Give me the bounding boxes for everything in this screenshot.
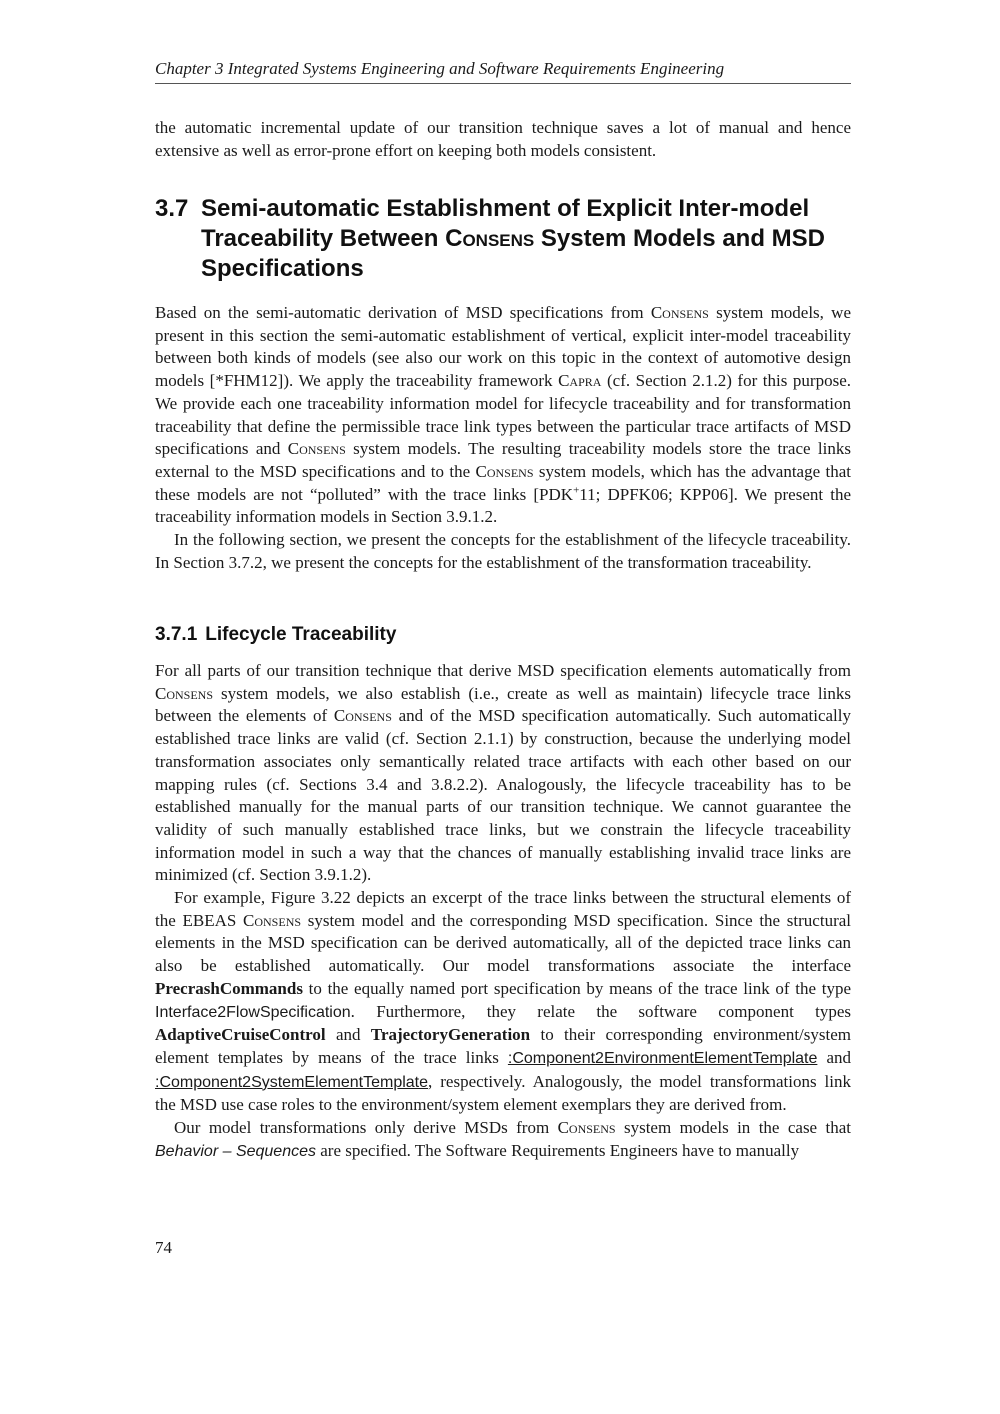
consens-term: Consens bbox=[333, 706, 392, 726]
capra-term: Capra bbox=[558, 371, 602, 391]
consens-term: Consens bbox=[557, 1118, 616, 1138]
subsection-title: Lifecycle Traceability bbox=[205, 624, 397, 645]
section-title-consens: Consens bbox=[445, 225, 535, 252]
superscript: + bbox=[573, 483, 580, 496]
consens-term: Consens bbox=[287, 439, 346, 459]
subsection-paragraph-3: Our model transformations only derive MSDs from Consens system models in the case that Behavior – Sequences are specified. The Software Requirements Engineers have to manually bbox=[155, 1118, 851, 1160]
consens-term: Consens bbox=[475, 461, 534, 481]
subsection-heading bbox=[155, 622, 851, 648]
bold-term: TrajectoryGeneration bbox=[370, 1025, 531, 1045]
consens-term: Consens bbox=[243, 910, 302, 930]
trace-link-instance: :Component2EnvironmentElementTemplate bbox=[507, 1049, 818, 1067]
section-heading bbox=[155, 194, 851, 284]
subsection-body bbox=[155, 660, 851, 1163]
italic-term: Behavior – Sequences bbox=[155, 1142, 316, 1160]
running-header: Chapter 3 Integrated Systems Engineering and Software Requirements Engineering bbox=[155, 58, 851, 84]
section-paragraph-1: Based on the semi-automatic derivation of MSD specifications from Consens system models, we present in this section the semi-automatic establishment of vertical, explicit inter-model traceability between both kinds of models (see also our work on this topic in the context of automotive design models [*FHM12]). We apply the traceability framework Capra (cf. Section 2.1.2) for this purpose. We provide each one traceability information model for lifecycle traceability and for transformation traceability that define the permissible trace link types between the particular trace artifacts of MSD specifications and Consens system models. The resulting traceability models store the trace links external to the MSD specifications and to the Consens system models, which has the advantage that these models are not “polluted” with the trace links [PDK+11; DPFK06; KPP06]. We present the traceability information models in Section 3.9.1.2. bbox=[155, 303, 852, 527]
subsection-paragraph-1: For all parts of our transition technique that derive MSD specification elements automatically from Consens system models, we also establish (i.e., create as well as maintain) lifecycle trace links between the elements of Consens and of the MSD specification automatically. Such automatically established trace links are valid (cf. Section 2.1.1) by construction, because the underlying model transformation associates only semantically related trace artifacts with each other based on our mapping rules (cf. Sections 3.4 and 3.8.2.2). Analogously, the lifecycle traceability has to be established manually for the manual parts of our transition technique. We cannot guarantee the validity of such manually established trace links, but we constrain the lifecycle traceability information model in such a way that the chances of manually establishing invalid trace links are minimized (cf. Section 3.9.1.2). bbox=[155, 661, 851, 885]
consens-term: Consens bbox=[155, 683, 214, 703]
page-number: 74 bbox=[155, 1238, 172, 1257]
intro-paragraph: the automatic incremental update of our transition technique saves a lot of manual and hence extensive as well as error-prone effort on keeping both models consistent. bbox=[155, 118, 851, 160]
trace-link-instance: :Component2SystemElementTemplate bbox=[155, 1073, 429, 1091]
trace-link-type: Interface2FlowSpecification bbox=[155, 1003, 351, 1021]
subsection-paragraph-2: For example, Figure 3.22 depicts an excerpt of the trace links between the structural elements of the EBEAS Consens system model and the corresponding MSD specification. Since the structural elements in the MSD specification can be derived automatically, all of the depicted trace links can also be established automatically. Our model transformations associate the interface PrecrashCommands to the equally named port specification by means of the trace link of the type Interface2FlowSpecification. Furthermore, they relate the software component types AdaptiveCruiseControl and TrajectoryGeneration to their corresponding environment/system element templates by means of the trace links :Component2EnvironmentElementTemplate and :Component2SystemElementTemplate, respectively. Analogously, the model transformations link the MSD use case roles to the environment/system element exemplars they are derived from. bbox=[155, 888, 852, 1115]
consens-term: Consens bbox=[650, 303, 709, 322]
subsection-number: 3.7.1 bbox=[155, 624, 198, 645]
section-paragraph-2: In the following section, we present the concepts for the establishment of the lifecycle traceability. In Section 3.7.2, we present the concepts for the establishment of the transformation traceability. bbox=[155, 530, 851, 572]
section-title-part: Semi-automatic Establishment of Explicit Inter-model Traceability Between bbox=[201, 195, 810, 252]
section-body bbox=[155, 302, 851, 574]
bold-term: PrecrashCommands bbox=[155, 978, 303, 998]
bold-term: AdaptiveCruiseControl bbox=[155, 1025, 326, 1045]
section-title-part: System Models and MSD Specifications bbox=[201, 225, 825, 282]
section-number: 3.7 bbox=[155, 195, 189, 222]
section-title bbox=[201, 194, 851, 284]
